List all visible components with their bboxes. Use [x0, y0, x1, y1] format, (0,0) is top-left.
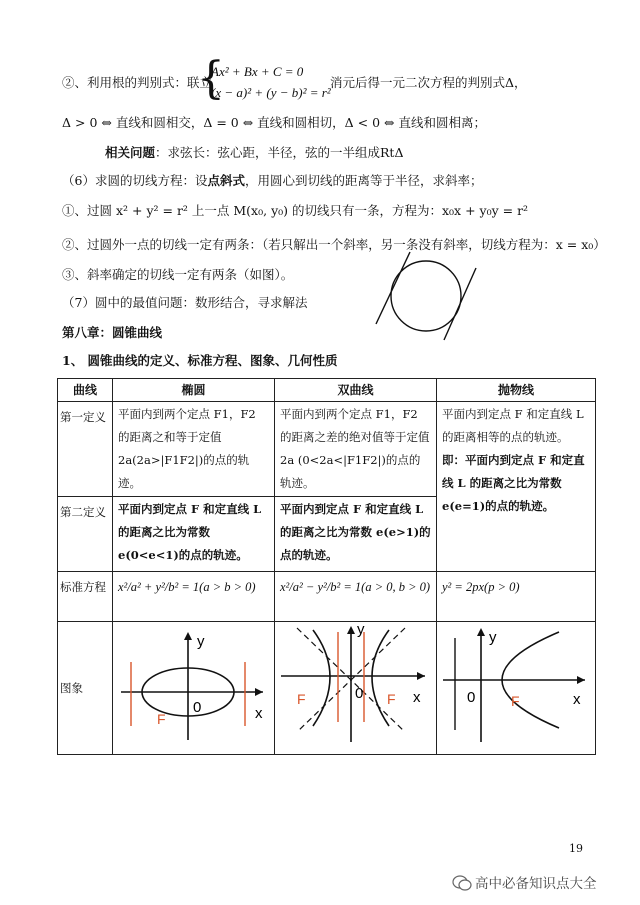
line-tangent-on-circle: ①、过圆 x² + y² = r² 上一点 M(x₀, y₀) 的切线只有一条，方程为：x₀x + y₀y = r²: [62, 203, 529, 218]
row-label: 第二定义: [58, 497, 113, 572]
watermark: 高中必备知识点大全: [475, 876, 597, 892]
line-discriminant-cases: Δ > 0 ⇔ 直线和圆相交，Δ = 0 ⇔ 直线和圆相切，Δ < 0 ⇔ 直线和圆相离；: [62, 115, 486, 130]
related-problem-label: 相关问题: [105, 145, 156, 160]
x-axis-arrow: [255, 688, 263, 696]
origin-label: 0: [355, 685, 364, 702]
y-axis-arrow: [347, 626, 355, 634]
cell-ellipse-def2: 平面内到定点 F 和定直线 L 的距离之比为常数 e(0<e<1)的点的轨迹。: [113, 497, 275, 572]
tangent-figure: [370, 248, 485, 348]
brace: {: [197, 53, 225, 104]
equation-line-2: (x − a)² + (y − b)² = r²: [211, 85, 331, 100]
hyperbola-left-branch: [313, 630, 330, 726]
table-row: [58, 622, 596, 755]
wechat-icon: [452, 874, 472, 892]
conic-table: [57, 378, 596, 755]
table-row: [58, 572, 596, 622]
cell-ellipse-graph: [113, 622, 275, 755]
cell-parabola-graph: [437, 622, 596, 755]
line-discriminant-suffix: 消元后得一元二次方程的判别式Δ，: [330, 75, 527, 90]
y-label: y: [357, 622, 365, 638]
y-axis-arrow: [477, 628, 485, 636]
row-label: 标准方程: [58, 572, 113, 622]
x-label: x: [255, 705, 263, 722]
hyperbola-right-branch: [372, 630, 389, 726]
cell-hyperbola-def1: 平面内到两个定点 F1，F2 的距离之差的绝对值等于定值 2a (0<2a<|F1F2|)的点的轨迹。: [275, 402, 437, 497]
chapter-title: 第八章：圆锥曲线: [62, 325, 163, 340]
tangent-line-left: [376, 252, 410, 324]
line-discriminant-prefix: ②、利用根的判别式：联立: [62, 75, 213, 90]
cell-parabola-equation: y² = 2px(p > 0): [437, 572, 596, 622]
cell-hyperbola-equation: x²/a² − y²/b² = 1(a > 0, b > 0): [275, 572, 437, 622]
focus-label: F: [511, 693, 520, 709]
x-axis-arrow: [417, 672, 425, 680]
y-axis-arrow: [184, 632, 192, 640]
origin-label: 0: [193, 699, 202, 716]
line-tangent-outside: ②、过圆外一点的切线一定有两条：（若只解出一个斜率，另一条没有斜率，切线方程为：x = x₀）: [62, 237, 606, 252]
equation-line-1: Ax² + Bx + C = 0: [211, 64, 304, 79]
y-label: y: [197, 633, 205, 650]
focus-label-right: F: [387, 691, 396, 707]
cell-hyperbola-graph: [275, 622, 437, 755]
parabola-graph: [437, 622, 595, 746]
tangent-heading-post: ，用圆心到切线的距离等于半径，求斜率；: [244, 173, 483, 188]
cell-parabola-def: [437, 402, 596, 572]
x-label: x: [413, 689, 421, 706]
parabola-def-first: 平面内到定点 F 和定直线 L 的距离相等的点的轨迹。: [442, 407, 584, 444]
hyperbola-graph: [275, 622, 435, 746]
focus-label: F: [157, 711, 166, 727]
tangent-line-right: [444, 268, 476, 340]
table-header-row: [58, 379, 596, 402]
cell-ellipse-equation: x²/a² + y²/b² = 1(a > b > 0): [113, 572, 275, 622]
page-number: 19: [569, 842, 583, 855]
parabola-def-text: [442, 407, 585, 513]
section-title: 1、 圆锥曲线的定义、标准方程、图象、几何性质: [62, 353, 338, 368]
related-problem-text: ：求弦长：弦心距，半径，弦的一半组成RtΔ: [155, 145, 404, 160]
header-curve: 曲线: [58, 379, 113, 402]
row-label: 图象: [58, 622, 113, 755]
y-label: y: [489, 629, 497, 646]
x-label: x: [573, 691, 581, 708]
origin-label: 0: [467, 689, 476, 706]
line-extreme-values: （7）圆中的最值问题：数形结合，寻求解法: [62, 295, 308, 310]
x-axis-arrow: [577, 676, 585, 684]
header-parabola: 抛物线: [437, 379, 596, 402]
cell-hyperbola-def2: 平面内到定点 F 和定直线 L 的距离之比为常数 e(e>1)的点的轨迹。: [275, 497, 437, 572]
row-label: 第一定义: [58, 402, 113, 497]
tangent-heading-bold: 点斜式: [207, 173, 245, 188]
line-tangent-heading: [62, 172, 483, 190]
line-tangent-slope: ③、斜率确定的切线一定有两条（如图）。: [62, 267, 294, 282]
table-row: [58, 402, 596, 497]
line-related-problem: [105, 144, 403, 162]
ellipse-graph: [113, 622, 273, 746]
equation-system: [197, 53, 332, 106]
parabola-def-second: 即：平面内到定点 F 和定直线 L 的距离之比为常数 e(e=1)的点的轨迹。: [442, 453, 585, 513]
header-hyperbola: 双曲线: [275, 379, 437, 402]
cell-ellipse-def1: 平面内到两个定点 F1，F2 的距离之和等于定值 2a(2a>|F1F2|)的点的轨迹。: [113, 402, 275, 497]
focus-label-left: F: [297, 691, 306, 707]
header-ellipse: 椭圆: [113, 379, 275, 402]
tangent-heading-pre: （6）求圆的切线方程：设: [62, 173, 208, 188]
